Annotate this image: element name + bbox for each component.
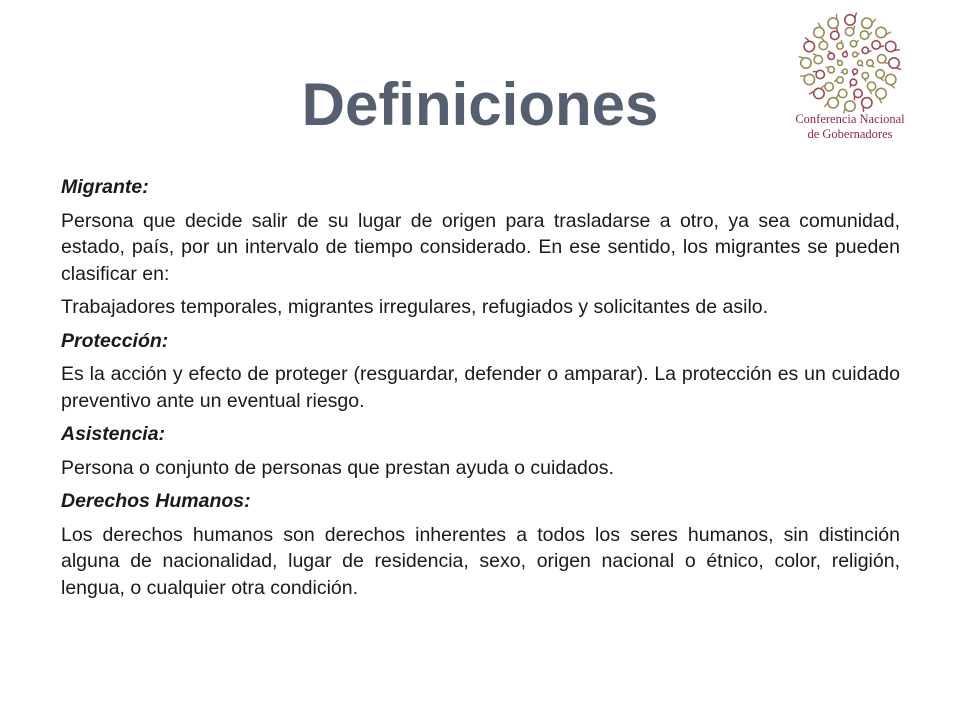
logo-dot-tail xyxy=(861,65,864,66)
logo-dot xyxy=(828,98,838,108)
logo-dot xyxy=(845,27,853,35)
logo-dot xyxy=(850,41,856,47)
logo-dot xyxy=(804,41,814,51)
definition-migrante-text: Persona que decide salir de su lugar de origen para trasladarse a otro, ya sea comunidad, estado, país, por un intervalo de tiempo considerado. En ese sentido, los migrantes se pueden clasificar en: xyxy=(61,209,900,285)
logo-dot-tail xyxy=(828,51,831,53)
definition-proteccion xyxy=(61,328,900,415)
logo-dot xyxy=(867,82,875,90)
logo-dot-tail xyxy=(854,26,855,31)
definition-migrante xyxy=(61,174,900,321)
logo-dot xyxy=(889,58,899,68)
logo-dot xyxy=(845,101,855,111)
logo-dot-tail xyxy=(800,76,806,77)
logo-dot-tail xyxy=(836,14,837,20)
slide-title: Definiciones xyxy=(301,71,659,138)
definition-asistencia xyxy=(61,421,900,481)
logo-dot xyxy=(831,31,839,39)
logo-dot xyxy=(845,15,855,25)
definition-proteccion-text: Es la acción y efecto de proteger (resguardar, defender o amparar). La protección es un cuidado preventivo ante un eventual riesgo. xyxy=(61,363,900,412)
logo-dot xyxy=(853,52,858,57)
logo-dot xyxy=(858,61,863,66)
logo-dot xyxy=(839,89,847,97)
logo-dot-tail xyxy=(854,73,855,76)
logo-dot xyxy=(838,61,843,66)
definition-asistencia-text: Persona o conjunto de personas que prestan ayuda o cuidados. xyxy=(61,456,614,479)
logo-dot-tail xyxy=(837,60,840,61)
logo-dot xyxy=(814,27,824,37)
logo-dot xyxy=(872,41,880,49)
logo-dot-tail xyxy=(857,40,859,43)
logo-dot xyxy=(843,69,848,74)
logo-caption-line2: de Gobernadores xyxy=(807,127,893,142)
spiral-dots-logo-icon xyxy=(780,8,920,118)
logo-dot xyxy=(878,55,886,63)
logo-dot-tail xyxy=(799,57,804,59)
logo-dot xyxy=(862,47,868,53)
term-proteccion: Protección: xyxy=(61,329,169,352)
logo-dot-tail xyxy=(872,19,876,23)
logo-dot xyxy=(825,83,833,91)
logo-dot xyxy=(843,52,848,57)
logo-dot-tail xyxy=(813,54,817,56)
logo-caption-line1: Conferencia Nacional xyxy=(795,112,905,126)
logo-dot-tail xyxy=(805,38,809,42)
logo-dot-tail xyxy=(846,50,847,53)
definition-migrante-classification: Trabajadores temporales, migrantes irregulares, refugiados y solicitantes de asilo. xyxy=(61,296,769,318)
logo-dot-tail xyxy=(891,85,895,89)
logo-dot-tail xyxy=(884,63,889,64)
logo-dot xyxy=(819,41,827,49)
term-derechos-humanos: Derechos Humanos: xyxy=(61,490,251,512)
logo-dot xyxy=(837,77,843,83)
logo-dot xyxy=(801,58,811,68)
logo-dot xyxy=(837,43,843,49)
logo-dot-tail xyxy=(824,103,828,107)
logo-dot xyxy=(876,27,886,37)
logo-caption xyxy=(780,112,920,143)
logo-dot-tail xyxy=(871,66,874,67)
logo-dot-tail xyxy=(837,28,838,33)
definition-derechos-humanos-text: Los derechos humanos son derechos inherentes a todos los seres humanos, sin distinción alguna de nacionalidad, lugar de residencia, sexo, origen nacional o étnico, color, religión, lengua, o cualquier otra condición. xyxy=(61,523,900,599)
logo-dot-tail xyxy=(855,13,857,19)
logo-dot xyxy=(860,31,868,39)
logo-dot xyxy=(828,53,834,59)
logo-dot xyxy=(853,69,858,74)
logo-dot xyxy=(814,55,822,63)
logo-dot xyxy=(814,88,824,98)
logo-dot-tail xyxy=(896,68,901,70)
term-migrante: Migrante: xyxy=(61,176,149,198)
logo-dot-tail xyxy=(841,40,842,43)
logo-dot xyxy=(867,60,873,66)
definition-derechos-humanos xyxy=(61,488,900,601)
logo-dot xyxy=(862,72,868,78)
logo-dot xyxy=(876,88,886,98)
logo-dot xyxy=(886,74,896,84)
term-asistencia: Asistencia: xyxy=(61,423,166,445)
logo-dot-tail xyxy=(894,50,900,51)
logo-dot-tail xyxy=(836,94,838,98)
definitions-body xyxy=(61,174,900,608)
logo-dot xyxy=(876,70,884,78)
logo-dot xyxy=(862,18,872,28)
